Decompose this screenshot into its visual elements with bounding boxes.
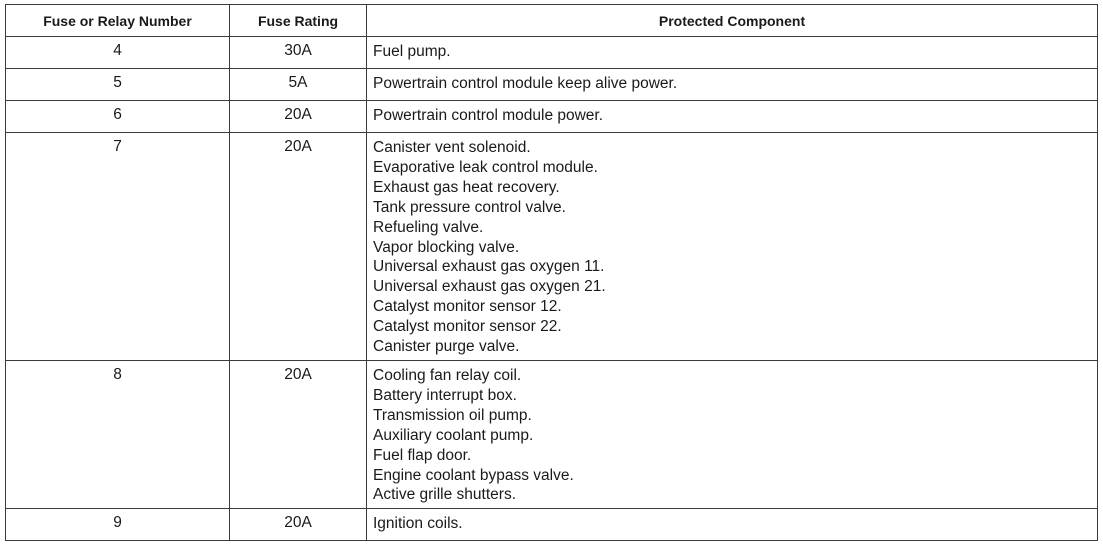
header-fuse-rating: Fuse Rating [230,5,367,37]
component-line: Engine coolant bypass valve. [373,466,574,484]
fuse-rating-cell: 30A [230,37,367,69]
header-protected-component: Protected Component [367,5,1098,37]
component-line: Ignition coils. [373,515,463,533]
component-line: Fuel pump. [373,43,451,60]
fuse-rating-cell: 20A [230,509,367,541]
component-line: Fuel flap door. [373,446,472,464]
fuse-number-cell: 5 [6,69,230,101]
component-line: Active grille shutters. [373,486,516,504]
component-line: Exhaust gas heat recovery. [373,178,560,196]
component-line: Universal exhaust gas oxygen 11. [373,258,605,276]
component-line: Auxiliary coolant pump. [373,426,534,444]
fuse-table-body [6,37,1098,541]
protected-component-cell [367,509,1098,541]
component-line: Refueling valve. [373,218,484,236]
header-row [6,5,1098,37]
table-row [6,360,1098,508]
fuse-table-container [5,4,1098,541]
fuse-number-cell: 7 [6,133,230,361]
protected-component-cell [367,37,1098,69]
protected-component-cell [367,101,1098,133]
table-row [6,133,1098,361]
table-row [6,69,1098,101]
component-line: Universal exhaust gas oxygen 21. [373,278,606,296]
component-line: Transmission oil pump. [373,406,532,424]
fuse-table [5,4,1098,541]
component-line: Powertrain control module keep alive power. [373,75,678,92]
component-line: Catalyst monitor sensor 12. [373,298,562,316]
component-line: Evaporative leak control module. [373,158,598,176]
table-row [6,509,1098,541]
component-line: Battery interrupt box. [373,386,517,404]
component-line: Vapor blocking valve. [373,238,520,256]
protected-component-cell [367,133,1098,361]
table-row [6,37,1098,69]
protected-component-cell [367,69,1098,101]
fuse-number-cell: 8 [6,360,230,508]
component-line: Powertrain control module power. [373,107,604,124]
fuse-number-cell: 9 [6,509,230,541]
fuse-rating-cell: 20A [230,133,367,361]
component-line: Canister vent solenoid. [373,139,531,156]
fuse-number-cell: 4 [6,37,230,69]
component-line: Catalyst monitor sensor 22. [373,318,562,336]
component-line: Cooling fan relay coil. [373,366,522,384]
component-line: Tank pressure control valve. [373,198,566,216]
header-fuse-number: Fuse or Relay Number [6,5,230,37]
protected-component-cell [367,360,1098,508]
component-line: Canister purge valve. [373,338,520,356]
fuse-number-cell: 6 [6,101,230,133]
fuse-rating-cell: 20A [230,101,367,133]
table-row [6,101,1098,133]
fuse-rating-cell: 20A [230,360,367,508]
fuse-table-header [6,5,1098,37]
fuse-rating-cell: 5A [230,69,367,101]
